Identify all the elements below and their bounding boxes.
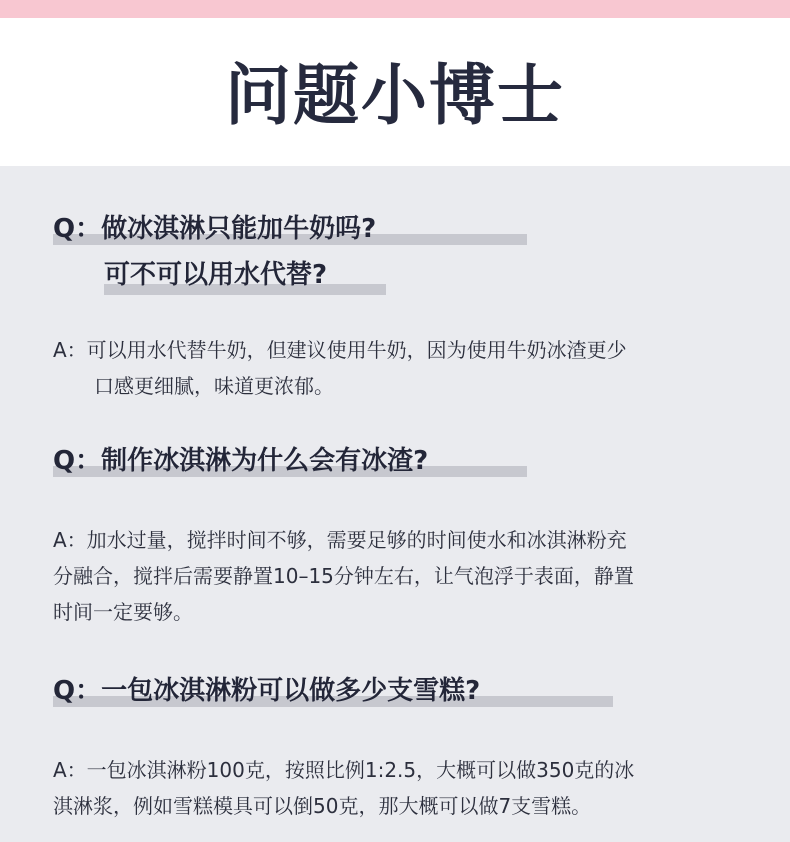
question-line: Q：制作冰淇淋为什么会有冰渣? bbox=[53, 446, 429, 476]
question-line: Q：做冰淇淋只能加牛奶吗? bbox=[53, 214, 377, 244]
answer-line: 分融合，搅拌后需要静置10–15分钟左右，让气泡浮于表面，静置 bbox=[53, 564, 634, 588]
answer-line: A：可以用水代替牛奶，但建议使用牛奶，因为使用牛奶冰渣更少 bbox=[53, 338, 627, 362]
answer-line: 时间一定要够。 bbox=[53, 600, 193, 624]
page-title: 问题小博士 bbox=[225, 57, 565, 134]
question-line: Q：一包冰淇淋粉可以做多少支雪糕? bbox=[53, 676, 481, 706]
answer-line: A：一包冰淇淋粉100克，按照比例1:2.5，大概可以做350克的冰 bbox=[53, 758, 635, 782]
answer-line: 口感更细腻，味道更浓郁。 bbox=[94, 374, 334, 398]
top-pink-band bbox=[0, 0, 790, 18]
answer-line: 淇淋浆，例如雪糕模具可以倒50克，那大概可以做7支雪糕。 bbox=[53, 794, 592, 818]
answer-line: A：加水过量，搅拌时间不够，需要足够的时间使水和冰淇淋粉充 bbox=[53, 528, 627, 552]
question-line: 可不可以用水代替? bbox=[104, 260, 328, 290]
